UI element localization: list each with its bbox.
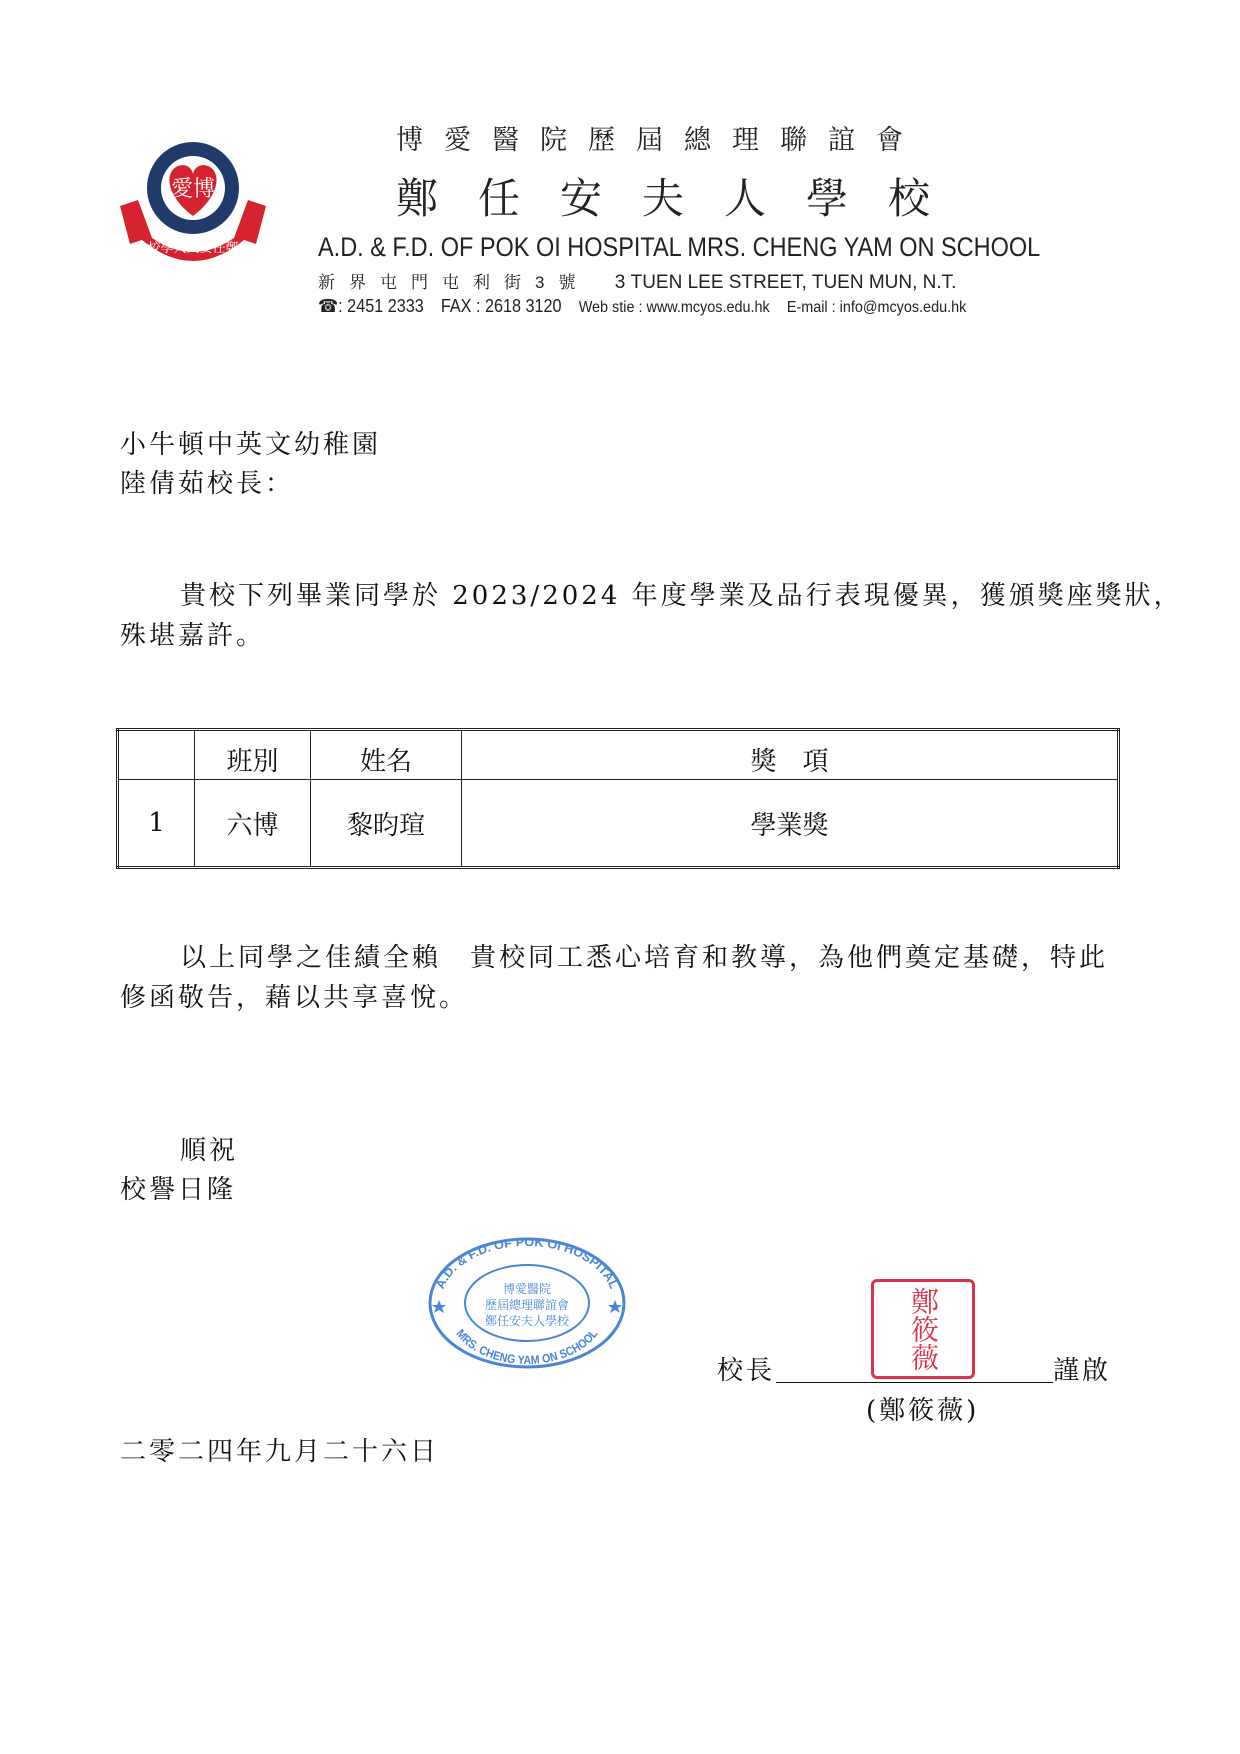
header-award: 獎 項 [462, 730, 1119, 780]
header-index [118, 730, 195, 780]
stamp-outer-bottom: MRS. CHENG YAM ON SCHOOL [453, 1326, 602, 1368]
stamp-inner-line3: 鄭任安夫人學校 [484, 1314, 570, 1328]
principal-seal [871, 1279, 975, 1379]
phone: : 2451 2333 [338, 296, 424, 316]
address-en: 3 TUEN LEE STREET, TUEN MUN, N.T. [614, 272, 957, 293]
star-icon [608, 1300, 622, 1313]
recipient-school: 小牛頓中英文幼稚園 [120, 430, 382, 460]
seal-text: 鄭筱薇 [907, 1287, 940, 1371]
school-stamp [427, 1236, 627, 1370]
email: E-mail : info@mcyos.edu.hk [786, 299, 967, 316]
contact-line [318, 296, 979, 317]
school-name-zh: 鄭任安夫人學校 [396, 174, 971, 223]
recipient-principal: 陸倩茹校長： [120, 469, 295, 499]
svg-text:愛博: 愛博 [170, 177, 216, 202]
website: Web stie : www.mcyos.edu.hk [578, 299, 770, 316]
signature-title: 校長 [717, 1356, 776, 1386]
paragraph1-line2: 殊堪嘉許。 [120, 621, 266, 651]
stamp-outer-top: A.D. & F.D. OF POK OI HOSPITAL [432, 1236, 621, 1291]
star-icon [432, 1300, 446, 1313]
address [318, 268, 956, 294]
cell-award: 學業獎 [462, 780, 1119, 868]
award-table [116, 728, 1120, 869]
association-name: 博愛醫院歷屆總理聯誼會 [396, 125, 924, 156]
table-header-row [118, 730, 1119, 780]
stamp-inner-line2: 歷屆總理聯誼會 [484, 1298, 570, 1312]
cell-class: 六博 [195, 780, 311, 868]
school-name-en: A.D. & F.D. OF POK OI HOSPITAL MRS. CHENG YAM ON SCHOOL [318, 232, 1041, 262]
fax: FAX : 2618 3120 [440, 296, 562, 316]
stamp-inner-line1: 博愛醫院 [502, 1282, 552, 1296]
letter-date: 二零二四年九月二十六日 [120, 1437, 440, 1467]
header-name: 姓名 [311, 730, 462, 780]
paragraph2-line2: 修函敬告，藉以共享喜悅。 [120, 983, 469, 1013]
cell-name: 黎昀瑄 [311, 780, 462, 868]
signature-line [776, 1382, 1053, 1383]
principal-name: (鄭筱薇) [866, 1396, 980, 1426]
paragraph2-line1: 以上同學之佳績全賴 貴校同工悉心培育和教導，為他們奠定基礎，特此 [180, 943, 1109, 973]
table-row [118, 780, 1119, 868]
cell-index: 1 [118, 780, 195, 868]
phone-icon: ☎ [318, 296, 339, 316]
signature-suffix: 謹啟 [1053, 1356, 1112, 1386]
closing-line1: 順祝 [180, 1136, 239, 1166]
address-zh: 新界屯門屯利街3號 [318, 273, 590, 292]
school-logo [116, 126, 270, 274]
svg-text:校學人夫安任鄭: 校學人夫安任鄭 [147, 241, 239, 256]
paragraph1-line1: 貴校下列畢業同學於 2023/2024 年度學業及品行表現優異，獲頒獎座獎狀， [180, 581, 1183, 611]
closing-line2: 校譽日隆 [120, 1175, 237, 1205]
header-class: 班別 [195, 730, 311, 780]
